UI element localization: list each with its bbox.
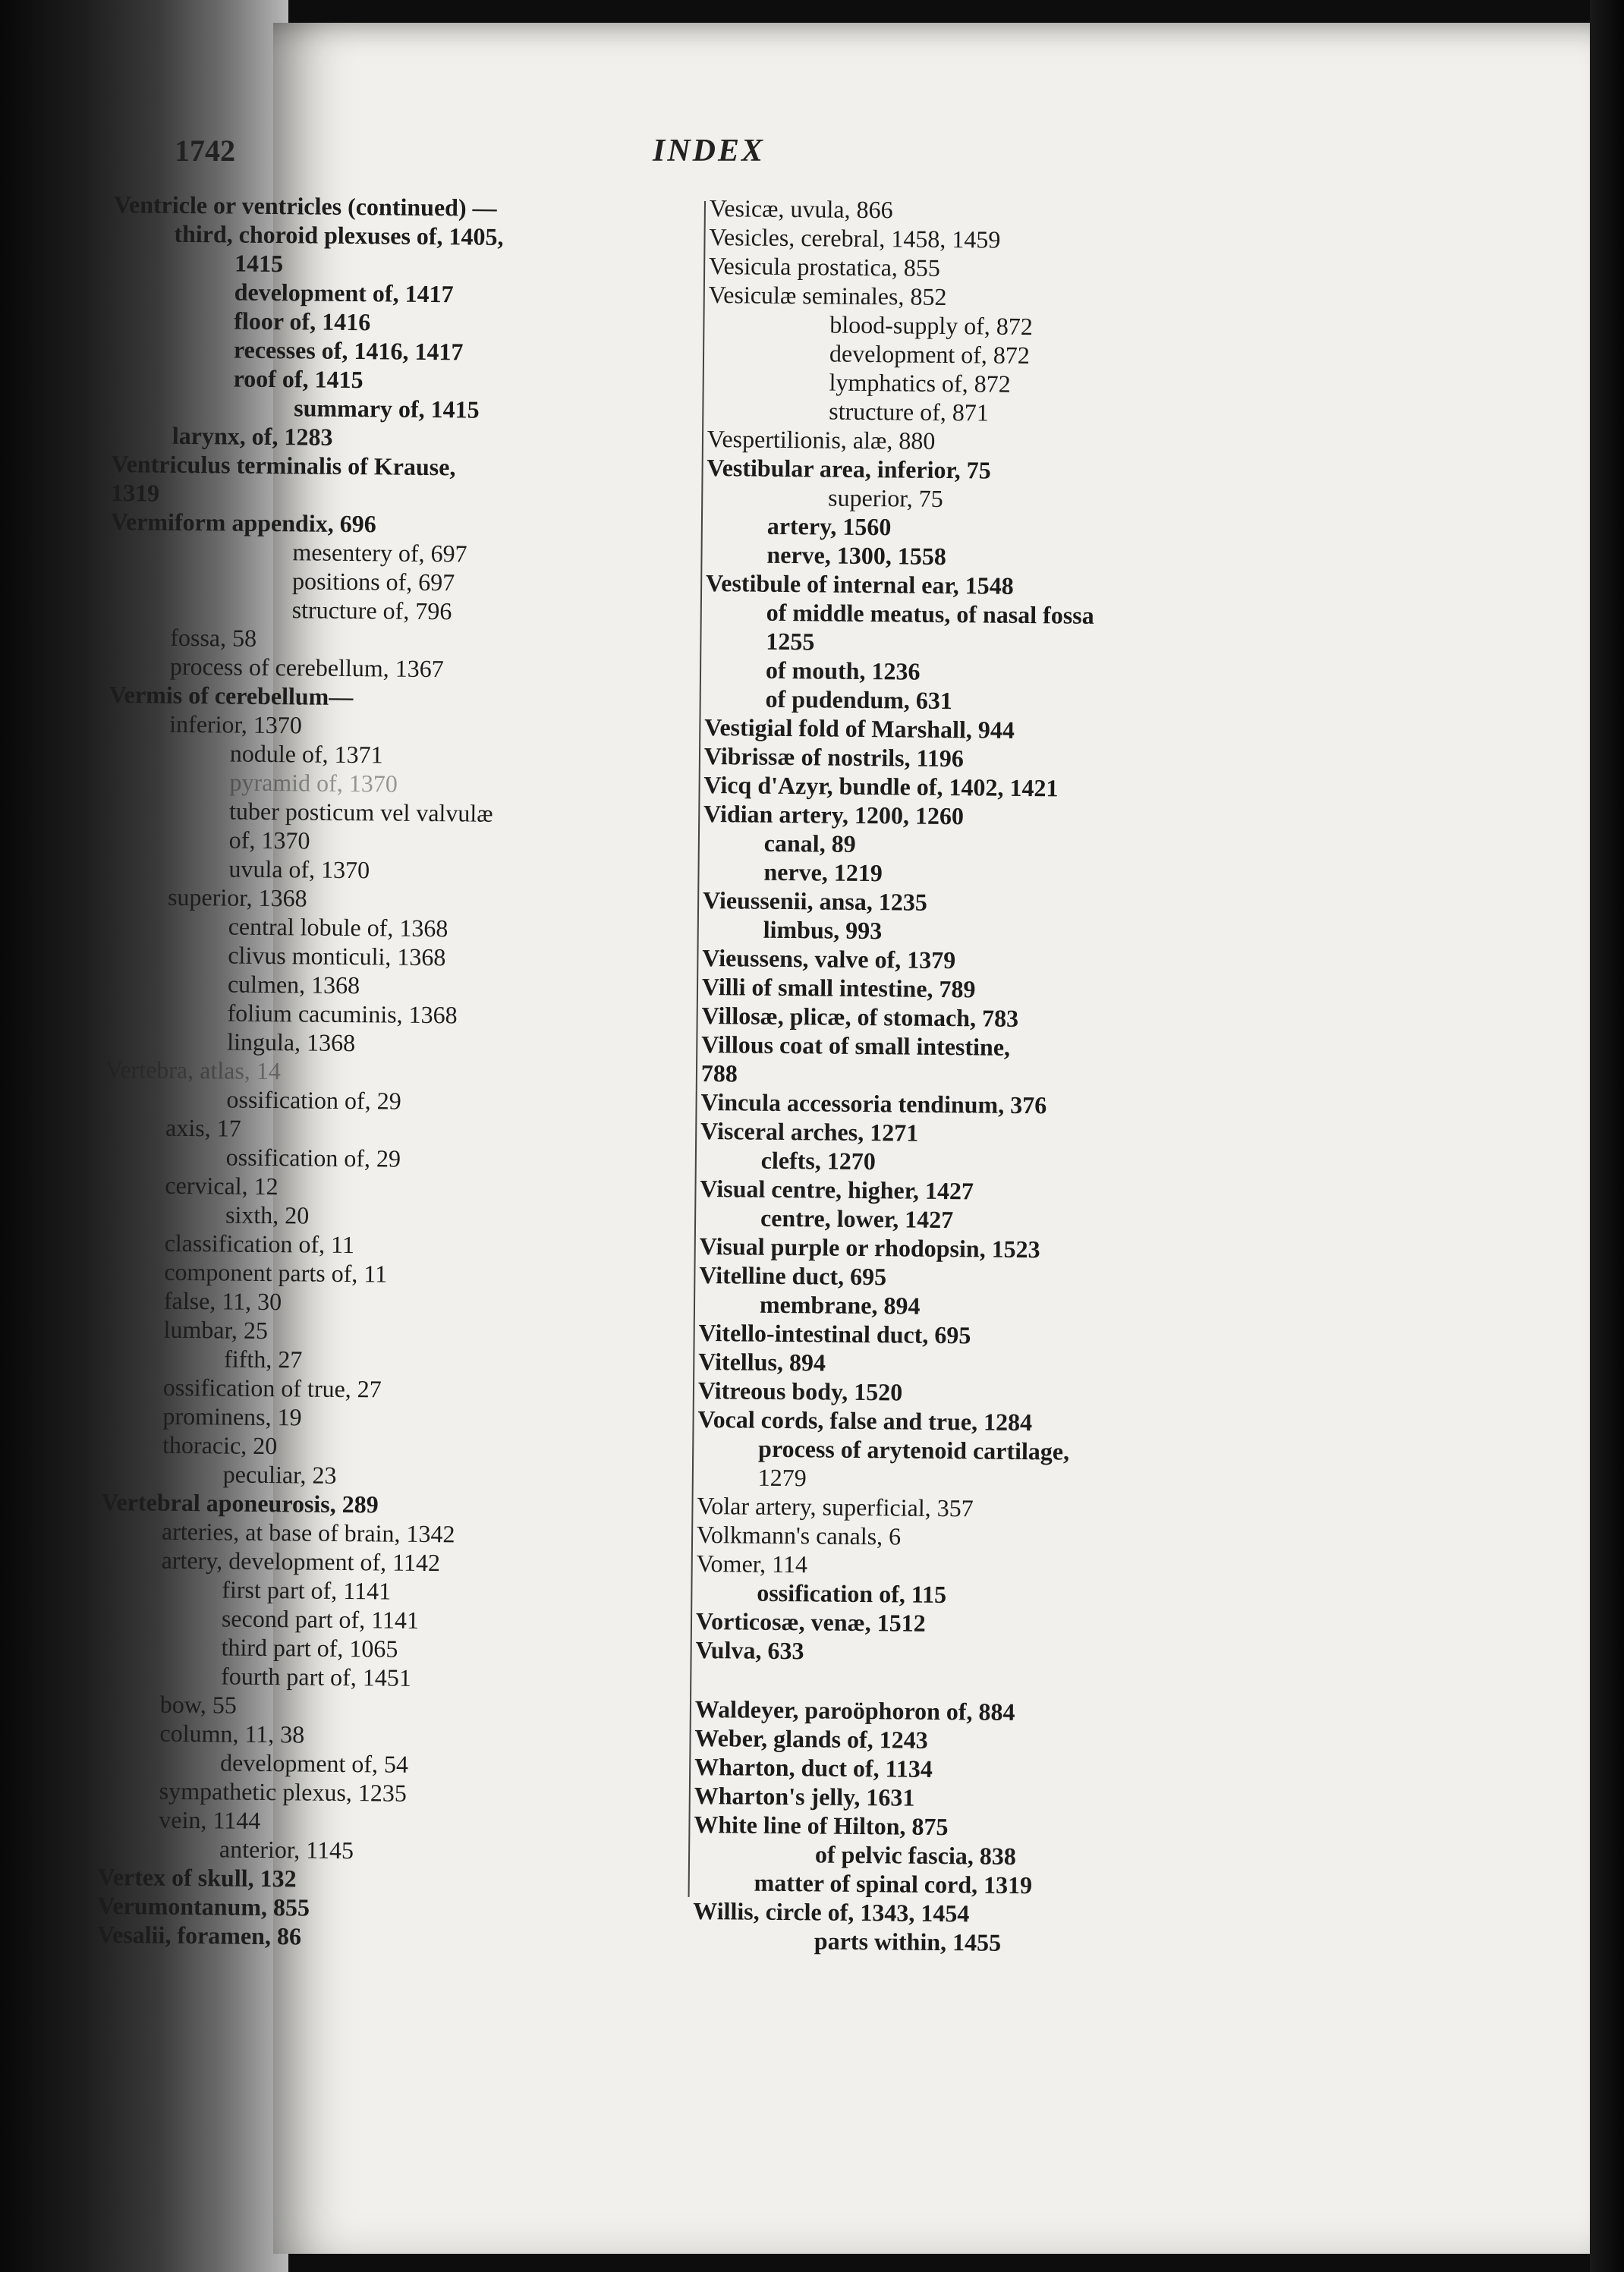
- index-entry: Vomer, 114: [696, 1549, 808, 1578]
- index-entry: Vitellus, 894: [698, 1347, 826, 1377]
- index-entry: Vitelline duct, 695: [699, 1260, 887, 1291]
- index-entry: of pelvic fascia, 838: [814, 1840, 1017, 1870]
- index-entry: 1319: [110, 478, 160, 507]
- index-entry: Vieussenii, ansa, 1235: [702, 886, 927, 916]
- index-entry: inferior, 1370: [169, 710, 303, 739]
- index-entry: tuber posticum vel valvulæ: [228, 797, 493, 827]
- index-entry: Vertex of skull, 132: [97, 1862, 297, 1893]
- index-entry: Vertebral aponeurosis, 289: [101, 1487, 379, 1518]
- index-entry: development of, 872: [829, 339, 1031, 370]
- index-entry: White line of Hilton, 875: [694, 1810, 949, 1841]
- index-entry: uvula of, 1370: [228, 854, 370, 884]
- index-entry: column, 11, 38: [159, 1719, 305, 1748]
- index-column-left: [97, 190, 766, 1955]
- index-entry: axis, 17: [165, 1113, 241, 1142]
- index-entry: centre, lower, 1427: [760, 1204, 954, 1234]
- index-entry: Weber, glands of, 1243: [694, 1723, 928, 1754]
- index-entry: Ventricle or ventricles (continued) —: [113, 190, 497, 222]
- index-entry: process of arytenoid cartilage,: [757, 1434, 1070, 1465]
- index-entry: larynx, of, 1283: [172, 421, 333, 451]
- index-entry: roof of, 1415: [233, 364, 364, 394]
- index-entry: recesses of, 1416, 1417: [233, 335, 464, 366]
- index-entry: lymphatics of, 872: [829, 368, 1011, 398]
- index-entry: central lobule of, 1368: [228, 912, 448, 942]
- index-entry: structure of, 796: [291, 596, 452, 625]
- index-entry: fossa, 58: [170, 623, 257, 652]
- index-entry: first part of, 1141: [222, 1575, 392, 1605]
- index-entry: Wharton, duct of, 1134: [694, 1752, 933, 1783]
- index-entry: matter of spinal cord, 1319: [754, 1868, 1033, 1899]
- index-entry: ossification of true, 27: [162, 1373, 382, 1403]
- index-entry: Vestigial fold of Marshall, 944: [704, 713, 1015, 744]
- index-entry: Vitello-intestinal duct, 695: [698, 1318, 971, 1349]
- index-entry: summary of, 1415: [294, 394, 480, 423]
- index-entry: vein, 1144: [159, 1805, 261, 1834]
- index-entry: Visual purple or rhodopsin, 1523: [699, 1232, 1040, 1263]
- index-entry: Vincula accessoria tendinum, 376: [700, 1087, 1047, 1119]
- index-entry: Villosæ, plicæ, of stomach, 783: [701, 1001, 1019, 1032]
- index-entry: Vidian artery, 1200, 1260: [703, 799, 965, 830]
- index-entry: fourth part of, 1451: [221, 1662, 411, 1691]
- index-entry: Visceral arches, 1271: [700, 1116, 919, 1147]
- index-entry: lumbar, 25: [163, 1315, 269, 1345]
- page-right-edge: [1590, 0, 1624, 2272]
- index-entry: Vestibule of internal ear, 1548: [705, 568, 1014, 599]
- index-entry: structure of, 871: [829, 397, 990, 426]
- index-entry: of mouth, 1236: [765, 656, 921, 685]
- index-entry: Vibrissæ of nostrils, 1196: [703, 741, 964, 773]
- index-entry: 1415: [234, 249, 284, 278]
- index-entry: prominens, 19: [162, 1402, 302, 1431]
- index-entry: nodule of, 1371: [229, 739, 383, 769]
- index-entry: of pudendum, 631: [765, 684, 953, 715]
- index-entry: false, 11, 30: [163, 1286, 282, 1316]
- index-entry: Ventriculus terminalis of Krause,: [111, 449, 456, 481]
- index-entry: canal, 89: [763, 829, 856, 858]
- index-entry: membrane, 894: [759, 1290, 921, 1320]
- running-head: INDEX: [653, 134, 766, 168]
- index-entry: Vieussens, valve of, 1379: [702, 943, 956, 974]
- index-entry: development of, 1417: [234, 278, 454, 308]
- index-entry: anterior, 1145: [219, 1835, 354, 1864]
- index-entry: arteries, at base of brain, 1342: [161, 1517, 455, 1548]
- index-entry: classification of, 11: [164, 1229, 355, 1259]
- index-entry: Villi of small intestine, 789: [701, 972, 976, 1003]
- index-entry: culmen, 1368: [227, 970, 360, 999]
- index-entry: 1255: [766, 627, 815, 656]
- index-entry: ossification of, 29: [226, 1085, 401, 1115]
- index-entry: superior, 75: [827, 483, 943, 512]
- index-entry: Vesicæ, uvula, 866: [709, 194, 893, 224]
- index-entry: folium cacuminis, 1368: [227, 999, 458, 1029]
- index-entry: Verumontanum, 855: [97, 1891, 310, 1921]
- index-entry: ossification of, 115: [757, 1578, 947, 1609]
- index-entry: blood-supply of, 872: [829, 310, 1034, 341]
- index-entry: artery, 1560: [766, 511, 892, 541]
- page-number: 1742: [175, 134, 235, 168]
- index-entry: lingula, 1368: [227, 1027, 356, 1057]
- index-entry: Visual centre, higher, 1427: [700, 1174, 974, 1205]
- index-entry: Vermiform appendix, 696: [110, 507, 376, 538]
- index-entry: thoracic, 20: [162, 1430, 278, 1460]
- index-entry: peculiar, 23: [222, 1460, 337, 1489]
- index-entry: Vorticosæ, venæ, 1512: [695, 1606, 926, 1637]
- index-entry: Vesalii, foramen, 86: [96, 1920, 302, 1950]
- index-entry: clefts, 1270: [760, 1146, 877, 1175]
- index-entry: cervical, 12: [165, 1171, 279, 1201]
- index-entry: Vespertilionis, alæ, 880: [707, 424, 936, 455]
- index-entry: process of cerebellum, 1367: [169, 652, 444, 683]
- index-entry: mesentery of, 697: [292, 538, 467, 568]
- index-entry: artery, development of, 1142: [161, 1546, 441, 1577]
- index-entry: second part of, 1141: [221, 1604, 420, 1634]
- index-entry: superior, 1368: [167, 883, 307, 912]
- index-entry: Wharton's jelly, 1631: [694, 1781, 915, 1811]
- index-entry: clivus monticuli, 1368: [228, 941, 446, 971]
- index-entry: third, choroid plexuses of, 1405,: [174, 219, 504, 250]
- index-column-right: [693, 194, 1271, 1959]
- index-entry: ossification of, 29: [225, 1143, 401, 1172]
- index-entry: component parts of, 11: [164, 1257, 388, 1288]
- index-entry: fifth, 27: [224, 1345, 303, 1374]
- index-entry: Willis, circle of, 1343, 1454: [693, 1896, 970, 1927]
- index-entry: limbus, 993: [763, 915, 883, 945]
- index-entry: Vulva, 633: [695, 1635, 804, 1665]
- index-entry: development of, 54: [219, 1748, 409, 1778]
- index-entry: 1279: [757, 1463, 807, 1492]
- index-entry: Vesicula prostatica, 855: [708, 251, 941, 282]
- index-entry: Volar artery, superficial, 357: [697, 1491, 974, 1522]
- index-entry: 788: [700, 1059, 738, 1087]
- index-entry: Vestibular area, inferior, 75: [707, 453, 991, 484]
- index-section-gap: [695, 1664, 1257, 1700]
- index-entry: Villous coat of small intestine,: [701, 1030, 1011, 1061]
- index-entry: bow, 55: [159, 1690, 238, 1719]
- index-entry: Vertebra, atlas, 14: [105, 1055, 282, 1085]
- index-entry: of middle meatus, of nasal fossa: [766, 598, 1094, 629]
- index-entry: sympathetic plexus, 1235: [159, 1776, 408, 1807]
- index-entry: Vesicles, cerebral, 1458, 1459: [709, 222, 1001, 253]
- index-entry: Volkmann's canals, 6: [696, 1520, 902, 1550]
- index-entry: pyramid of, 1370: [229, 768, 398, 798]
- index-entry: of, 1370: [228, 826, 310, 854]
- index-entry: positions of, 697: [291, 567, 455, 596]
- index-entry: Vesiculæ seminales, 852: [708, 280, 947, 311]
- index-entry: Vocal cords, false and true, 1284: [697, 1405, 1033, 1437]
- index-entry: Vitreous body, 1520: [697, 1376, 903, 1406]
- index-entry: parts within, 1455: [814, 1927, 1002, 1956]
- index-entry: nerve, 1219: [763, 858, 883, 887]
- index-entry: nerve, 1300, 1558: [766, 540, 947, 571]
- index-entry: sixth, 20: [225, 1201, 310, 1229]
- index-entry: floor of, 1416: [234, 307, 371, 336]
- index-entry: Vicq d'Azyr, bundle of, 1402, 1421: [703, 770, 1059, 802]
- index-entry: Waldeyer, paroöphoron of, 884: [694, 1695, 1015, 1726]
- index-entry: third part of, 1065: [221, 1633, 398, 1663]
- index-entry: Vermis of cerebellum—: [109, 680, 354, 711]
